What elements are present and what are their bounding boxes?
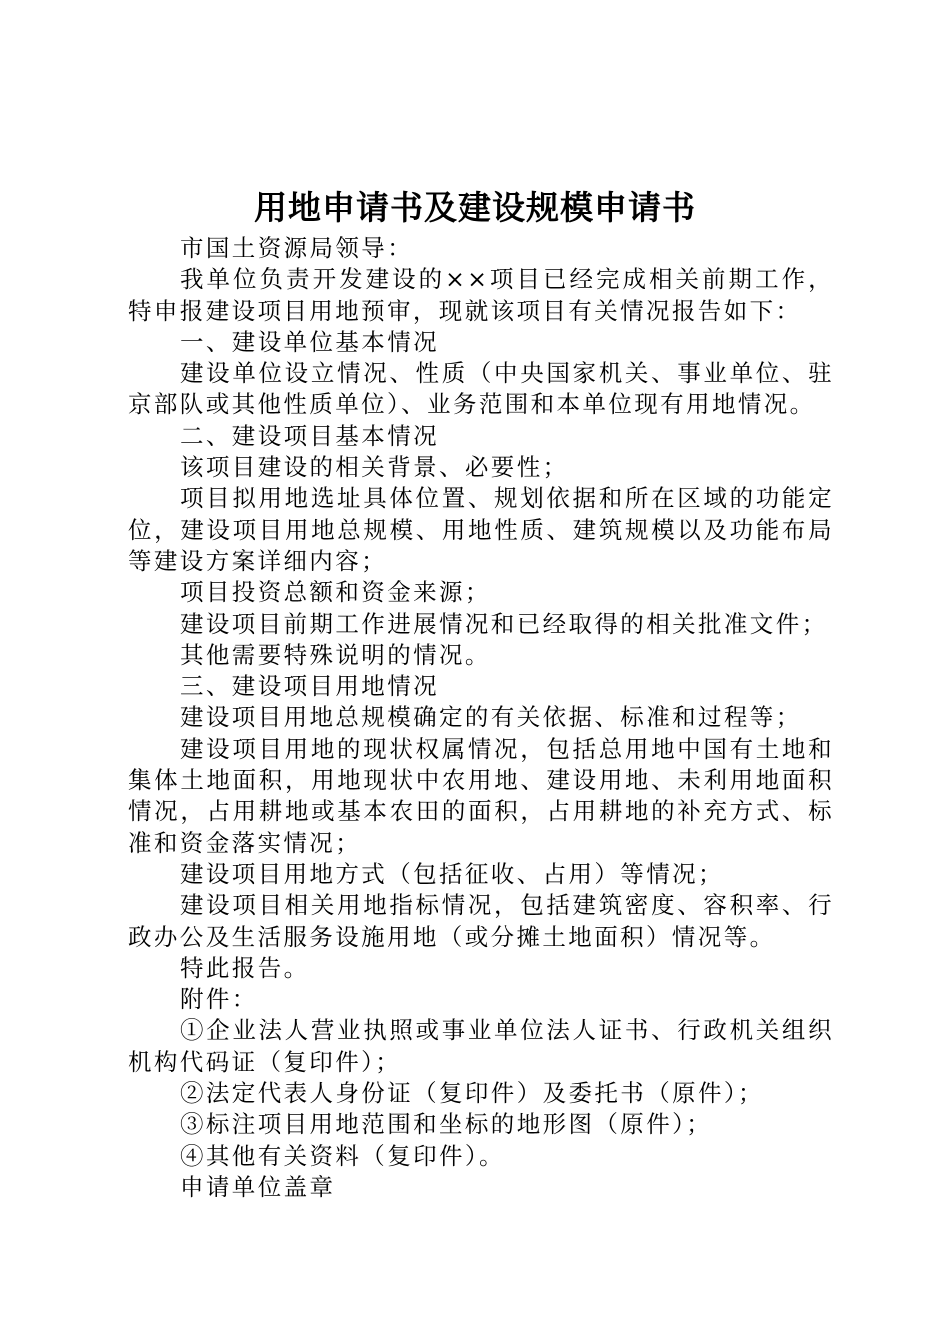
section-heading-2: 二、建设项目基本情况 bbox=[180, 421, 439, 450]
section-heading-1: 一、建设单位基本情况 bbox=[180, 327, 439, 356]
paragraph: 项目拟用地选址具体位置、规划依据和所在区域的功能定位，建设项目用地总规模、用地性质、建筑规模以及功能布局等建设方案详细内容； bbox=[128, 484, 834, 575]
attachment-item: ④其他有关资料（复印件）。 bbox=[180, 1141, 505, 1170]
document-body bbox=[128, 233, 834, 1203]
paragraph: 建设项目前期工作进展情况和已经取得的相关批准文件； bbox=[180, 609, 828, 638]
intro-paragraph: 我单位负责开发建设的××项目已经完成相关前期工作，特申报建设项目用地预审，现就该项目有关情况报告如下： bbox=[128, 265, 834, 325]
paragraph: 其他需要特殊说明的情况。 bbox=[180, 640, 491, 669]
attachments-heading: 附件： bbox=[180, 985, 258, 1014]
document-title: 用地申请书及建设规模申请书 bbox=[254, 188, 696, 227]
closing-line: 特此报告。 bbox=[180, 953, 310, 982]
attachment-item: ③标注项目用地范围和坐标的地形图（原件）； bbox=[180, 1110, 713, 1139]
attachment-item: ②法定代表人身份证（复印件）及委托书（原件）； bbox=[180, 1079, 764, 1108]
paragraph: 建设单位设立情况、性质（中央国家机关、事业单位、驻京部队或其他性质单位）、业务范围和本单位现有用地情况。 bbox=[128, 359, 834, 419]
paragraph: 建设项目用地的现状权属情况，包括总用地中国有土地和集体土地面积，用地现状中农用地、建设用地、未利用地面积情况，占用耕地或基本农田的面积，占用耕地的补充方式、标准和资金落实情况； bbox=[128, 734, 834, 857]
attachment-item: ①企业法人营业执照或事业单位法人证书、行政机关组织机构代码证（复印件）； bbox=[128, 1016, 834, 1076]
paragraph: 建设项目用地总规模确定的有关依据、标准和过程等； bbox=[180, 703, 802, 732]
signature-line: 申请单位盖章 bbox=[180, 1172, 336, 1201]
paragraph: 建设项目用地方式（包括征收、占用）等情况； bbox=[180, 859, 724, 888]
salutation: 市国土资源局领导： bbox=[180, 234, 414, 262]
paragraph: 项目投资总额和资金来源； bbox=[180, 578, 491, 607]
section-heading-3: 三、建设项目用地情况 bbox=[180, 672, 439, 701]
paragraph: 建设项目相关用地指标情况，包括建筑密度、容积率、行政办公及生活服务设施用地（或分摊土地面积）情况等。 bbox=[128, 891, 834, 951]
paragraph: 该项目建设的相关背景、必要性； bbox=[180, 453, 569, 482]
